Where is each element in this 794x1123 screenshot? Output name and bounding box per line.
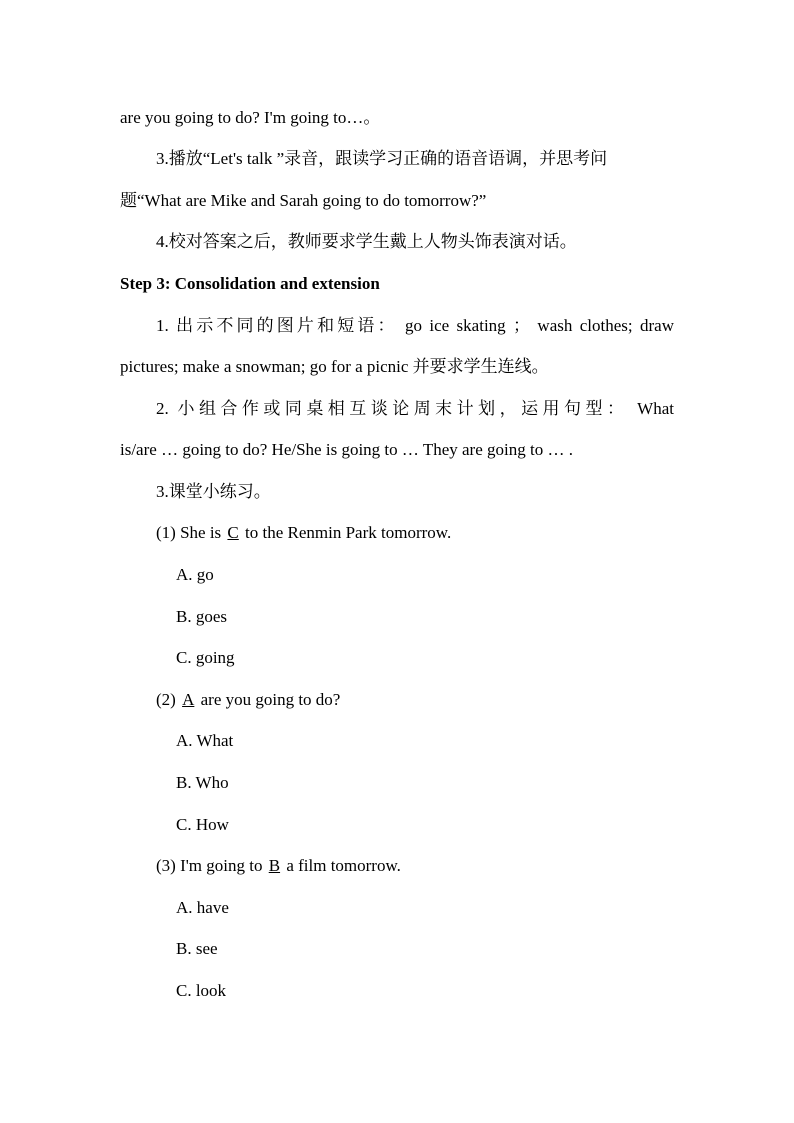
answer-blank: A <box>182 690 195 709</box>
exercise-option: B. goes <box>176 607 227 626</box>
paragraph-line: 1. 出示不同的图片和短语： go ice skating ； wash clothes; draw <box>156 316 674 335</box>
exercise-option: A. go <box>176 565 214 584</box>
paragraph-line: 3.播放“Let's talk ”录音，跟读学习正确的语音语调，并思考问 <box>156 149 608 168</box>
exercise-option: A. have <box>176 898 229 917</box>
paragraph-line: pictures; make a snowman; go for a picnic 并要求学生连线。 <box>120 357 549 376</box>
question-text: to the Renmin Park tomorrow. <box>240 523 452 542</box>
exercise-option: A. What <box>176 731 234 750</box>
question-text: (1) She is <box>156 523 226 542</box>
paragraph-line: is/are … going to do? He/She is going to … They are going to … . <box>120 440 573 459</box>
paragraph-line: are you going to do? I'm going to…。 <box>120 108 381 127</box>
paragraph-line: 题“What are Mike and Sarah going to do tomorrow?” <box>120 191 487 210</box>
exercise-option: C. going <box>176 648 235 667</box>
exercise-option: C. look <box>176 981 227 1000</box>
section-heading: Step 3: Consolidation and extension <box>120 274 380 293</box>
paragraph-line: 2. 小组合作或同桌相互谈论周末计划，运用句型： What <box>156 399 674 418</box>
exercise-option: C. How <box>176 815 229 834</box>
question-text: a film tomorrow. <box>282 856 401 875</box>
question-text: are you going to do? <box>196 690 341 709</box>
exercise-option: B. Who <box>176 773 229 792</box>
exercise-question <box>156 689 340 711</box>
answer-blank: C <box>227 523 239 542</box>
paragraph-line: 4.校对答案之后，教师要求学生戴上人物头饰表演对话。 <box>156 232 577 251</box>
answer-blank: B <box>268 856 281 875</box>
exercise-question <box>156 855 401 877</box>
paragraph-line: 3.课堂小练习。 <box>156 482 271 501</box>
question-text: (3) I'm going to <box>156 856 267 875</box>
exercise-option: B. see <box>176 939 218 958</box>
question-text: (2) <box>156 690 181 709</box>
exercise-question <box>156 522 451 544</box>
